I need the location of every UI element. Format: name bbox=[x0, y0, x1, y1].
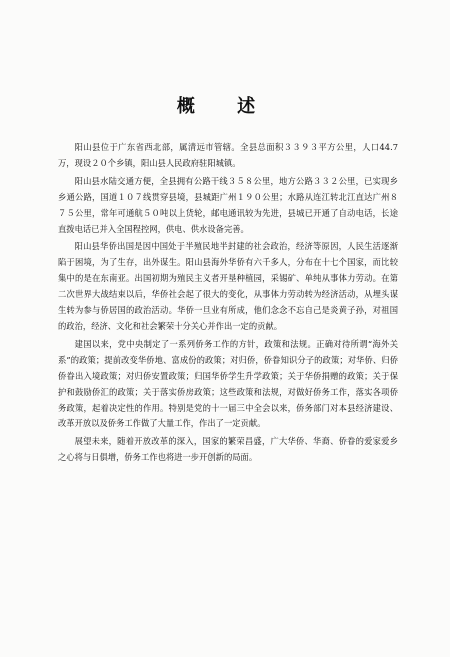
paragraph-overseas-chinese-history: 阳山县华侨出国是因中国处于半殖民地半封建的社会政治，经济等原因，人民生活逐渐陷于困境，为了生存，出外谋生。阳山县海外华侨有六千多人，分布在十七个国家，而比较集中的是在东南亚。出国初期为殖民主义者开垦种植园，采锡矿、单纯从事体力劳动。在第二次世界大战结束以后，华侨社会起了很大的变化，从事体力劳动转为经济活动，从埋头谋生转为参与侨居国的政治活动。华侨一旦业有所成，他们念念不忘自己是炎黄子孙，对祖国的政治，经济、文化和社会繁荣十分关心并作出一定的贡献。 bbox=[58, 241, 398, 331]
page-title: 概 述 bbox=[176, 96, 274, 117]
paragraph-location: 阳山县位于广东省西北部，属清远市管辖。全县总面积３３９３平方公里，人口44.7万，现设２０个乡镇，阳山县人民政府驻阳城镇。 bbox=[58, 142, 398, 168]
body-text bbox=[58, 140, 398, 466]
paragraph-outlook: 展望未来，随着开放改革的深入，国家的繁荣昌盛，广大华侨、华裔、侨眷的爱家爱乡之心将与日俱增，侨务工作也将进一步开创新的局面。 bbox=[58, 436, 398, 463]
paragraph-transport: 阳山县水陆交通方便，全县拥有公路干线３５８公里，地方公路３３２公里，已实现乡乡通公路，国道１０７线贯穿县境，县城距广州１９０公里；水路从连江转北江直达广州８７５公里，常年可通航５０吨以上货轮，邮电通讯较为先进，县城已开通了自动电话，长途直拨电话已并入全国程控网，供电、供水设备完善。 bbox=[58, 175, 398, 234]
paragraph-policies: 建国以来，党中央制定了一系列侨务工作的方针，政策和法规。正确对待所谓“海外关系”的政策；提前改变华侨地、富成份的政策；对归侨，侨眷知识分子的政策；对华侨、归侨侨眷出入境政策；对归侨安置政策；归国华侨学生升学政策；关于华侨捐赠的政策；关于保护和鼓励侨汇的政策；关于落实侨房政策；这些政策和法规，对做好侨务工作，落实各项侨务政策，起着决定性的作用。特别是党的十一届三中全会以来，侨务部门对本县经济建设、改革开放以及侨务工作做了大量工作，作出了一定贡献。 bbox=[58, 338, 398, 429]
